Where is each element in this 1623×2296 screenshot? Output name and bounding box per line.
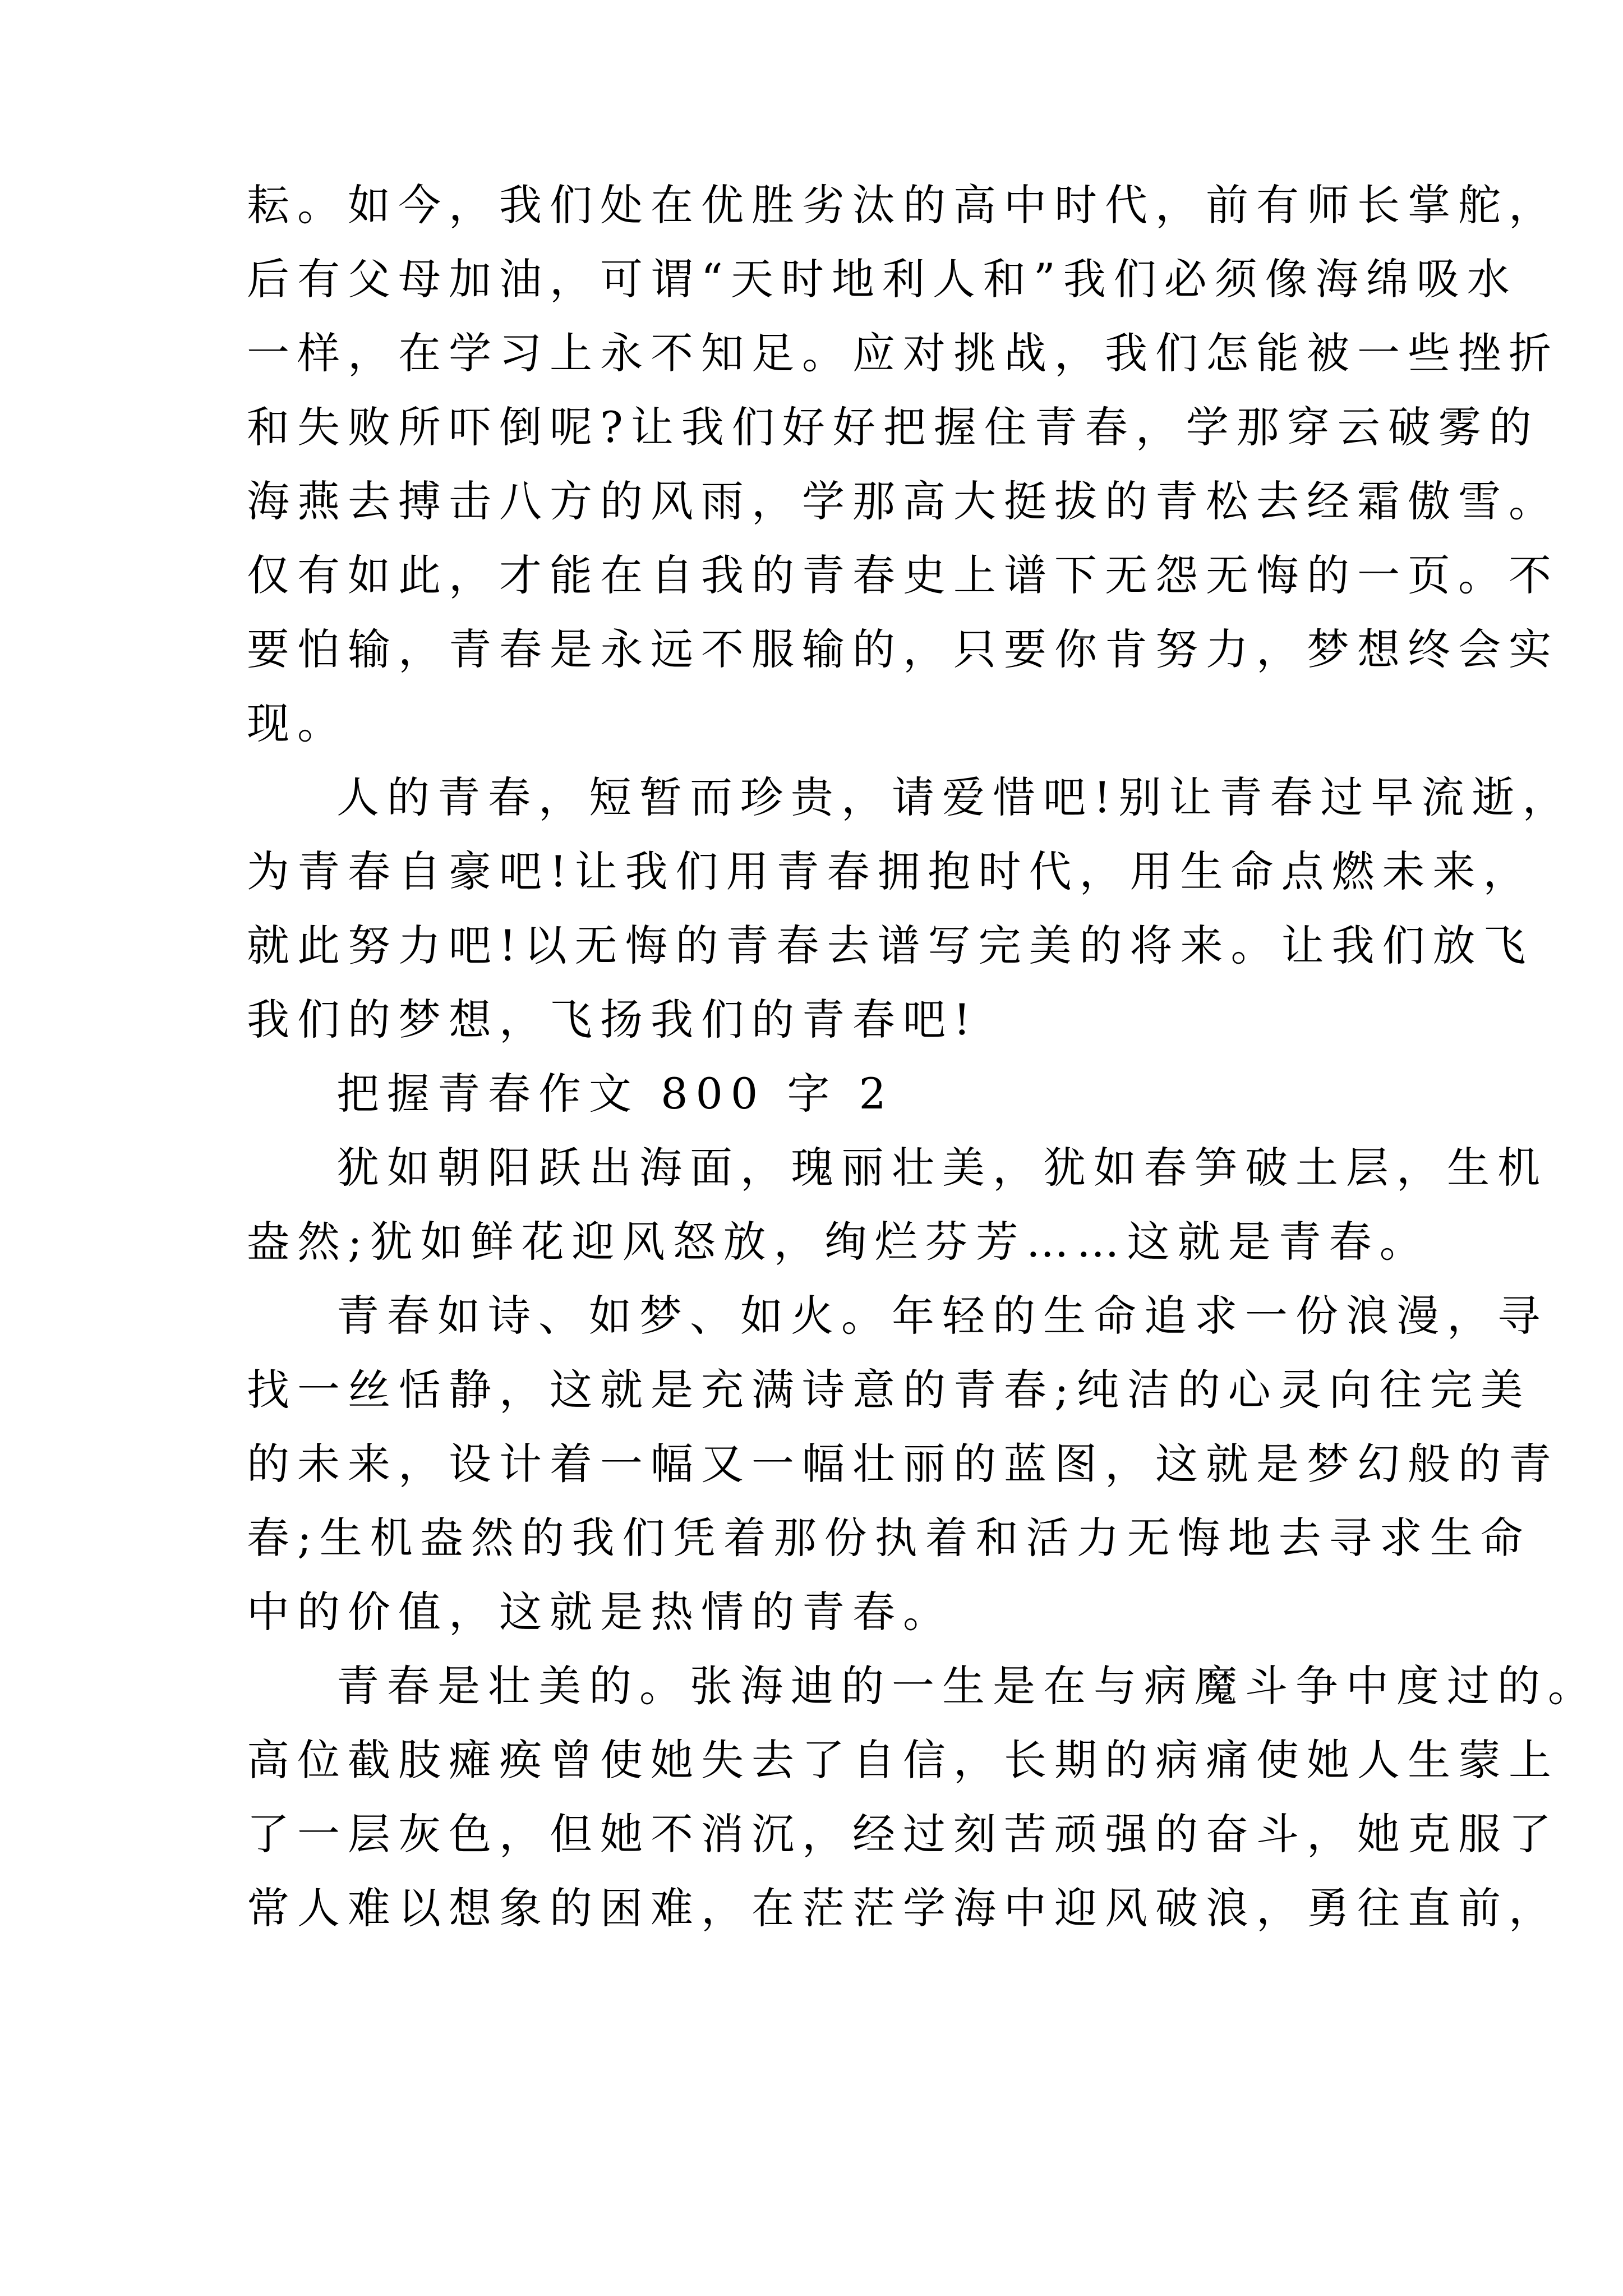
paragraph [247,1649,1598,1945]
text-line: 常人难以想象的困难，在茫茫学海中迎风破浪，勇往直前， [247,1883,1559,1933]
text-line: 青春是壮美的。张海迪的一生是在与病魔斗争中度过的。 [336,1661,1598,1711]
text-line: 要怕输，青春是永远不服输的，只要你肯努力，梦想终会实 [247,624,1559,674]
text-line: 海燕去搏击八方的风雨，学那高大挺拔的青松去经霜傲雪。 [247,476,1559,526]
text-line: 犹如朝阳跃出海面，瑰丽壮美，犹如春笋破土层，生机 [336,1143,1548,1193]
paragraph [247,1131,1548,1279]
text-line: 高位截肢瘫痪曾使她失去了自信，长期的病痛使她人生蒙上 [247,1735,1559,1785]
text-line: 就此努力吧!以无悔的青春去谱写完美的将来。让我们放飞 [247,921,1534,970]
text-line: 中的价值，这就是热情的青春。 [247,1587,953,1637]
text-line: 现。 [247,698,348,748]
text-line: 春;生机盎然的我们凭着那份执着和活力无悔地去寻求生命 [247,1513,1531,1563]
section-heading [247,1057,1391,1131]
text-line: 盎然;犹如鲜花迎风怒放，绚烂芬芳……这就是青春。 [247,1217,1430,1267]
paragraph [247,1279,1559,1649]
text-line: 了一层灰色，但她不消沉，经过刻苦顽强的奋斗，她克服了 [247,1809,1559,1859]
heading-text: 把握青春作文 800 字 2 [336,1069,894,1119]
text-line: 耘。如今，我们处在优胜劣汰的高中时代，前有师长掌舵， [247,180,1559,230]
text-line: 为青春自豪吧!让我们用青春拥抱时代，用生命点燃未来， [247,846,1534,896]
paragraph [247,761,1573,1057]
text-line: 我们的梦想，飞扬我们的青春吧! [247,995,979,1045]
text-line: 人的青春，短暂而珍贵，请爱惜吧!别让青春过早流逝， [336,772,1573,822]
text-line: 后有父母加油，可谓“天时地利人和”我们必须像海绵吸水 [247,254,1518,304]
text-line: 找一丝恬静，这就是充满诗意的青春;纯洁的心灵向往完美 [247,1365,1531,1415]
paragraph [247,168,1559,761]
text-line: 的未来，设计着一幅又一幅壮丽的蓝图，这就是梦幻般的青 [247,1439,1559,1489]
text-line: 一样，在学习上永不知足。应对挑战，我们怎能被一些挫折 [247,328,1559,378]
text-line: 和失败所吓倒呢?让我们好好把握住青春，学那穿云破雾的 [247,402,1539,452]
text-line: 仅有如此，才能在自我的青春史上谱下无怨无悔的一页。不 [247,550,1559,600]
document-body [247,168,1598,1945]
text-line: 青春如诗、如梦、如火。年轻的生命追求一份浪漫，寻 [336,1291,1548,1341]
